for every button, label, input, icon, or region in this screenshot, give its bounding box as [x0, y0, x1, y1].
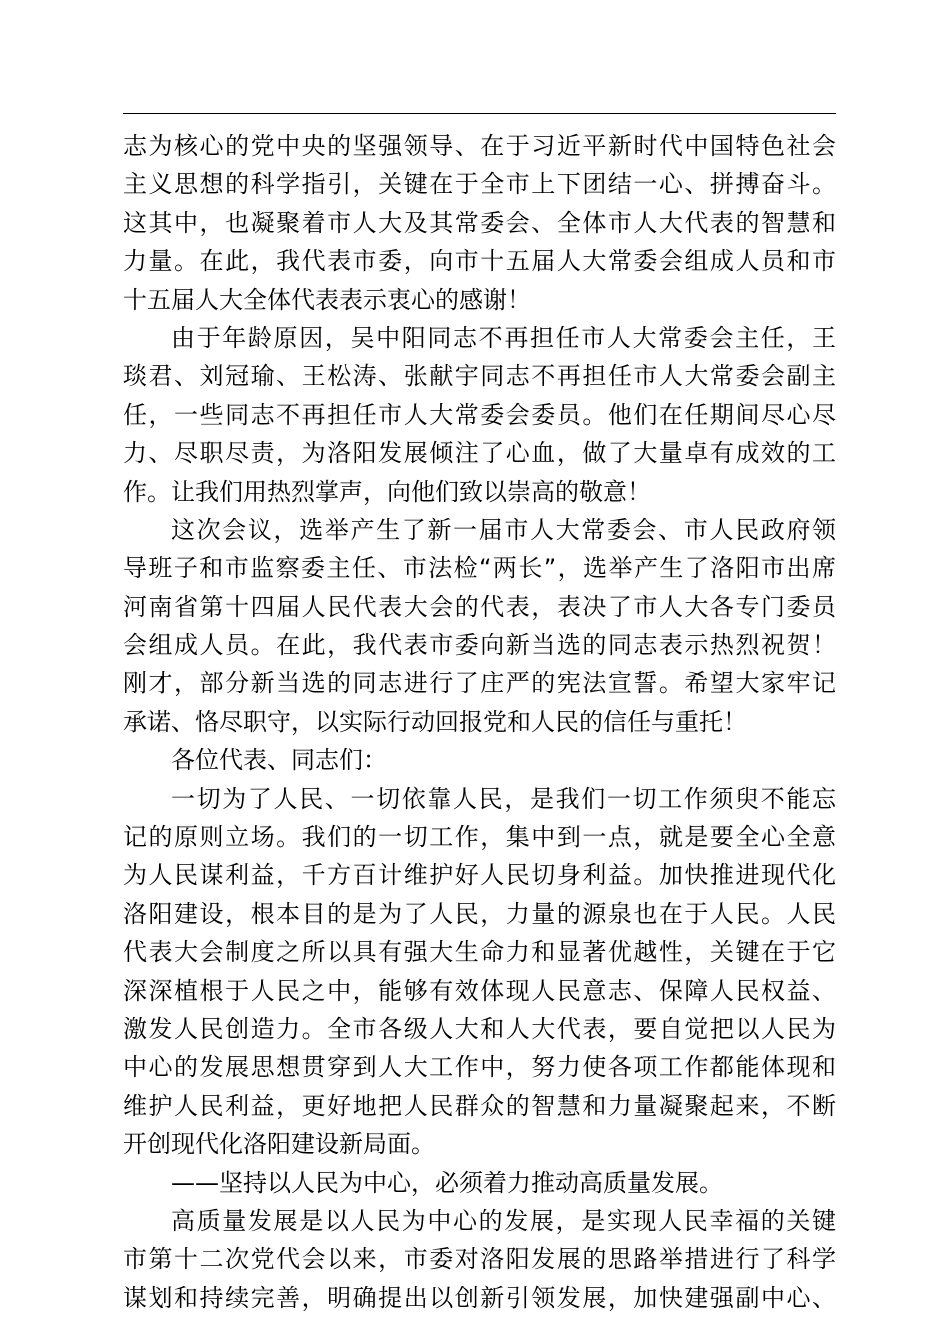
text-line: 主义思想的科学指引，关键在于全市上下团结一心、拼搏奋斗。 — [123, 170, 836, 199]
text-line: 这次会议，选举产生了新一届市人大常委会、市人民政府领 — [171, 515, 836, 544]
text-line: 河南省第十四届人民代表大会的代表，表决了市人大各专门委员 — [123, 592, 836, 621]
text-line: 代表大会制度之所以具有强大生命力和显著优越性，关键在于它 — [123, 938, 836, 967]
text-line: 一切为了人民、一切依靠人民，是我们一切工作须臾不能忘 — [171, 784, 836, 813]
text-line: 各位代表、同志们： — [171, 746, 387, 775]
text-line: 高质量发展是以人民为中心的发展，是实现人民幸福的关键 — [171, 1206, 836, 1235]
text-line: 十五届人大全体代表表示衷心的感谢！ — [123, 285, 531, 314]
text-line: 承诺、恪尽职守，以实际行动回报党和人民的信任与重托！ — [123, 707, 747, 736]
text-line: 激发人民创造力。全市各级人大和人大代表，要自觉把以人民为 — [123, 1014, 836, 1043]
header-rule — [123, 113, 836, 114]
text-line: 会组成人员。在此，我代表市委向新当选的同志表示热烈祝贺！ — [123, 631, 836, 660]
text-line: 作。让我们用热烈掌声，向他们致以崇高的敬意！ — [123, 477, 651, 506]
text-line: 维护人民利益，更好地把人民群众的智慧和力量凝聚起来，不断 — [123, 1091, 836, 1120]
text-line: 洛阳建设，根本目的是为了人民，力量的源泉也在于人民。人民 — [123, 899, 836, 928]
text-line: 志为核心的党中央的坚强领导、在于习近平新时代中国特色社会 — [123, 132, 836, 160]
text-line: 导班子和市监察委主任、市法检“两长”，选举产生了洛阳市出席 — [123, 554, 836, 583]
text-line: 开创现代化洛阳建设新局面。 — [123, 1130, 435, 1159]
text-line: ——坚持以人民为中心，必须着力推动高质量发展。 — [171, 1168, 723, 1197]
text-line: 这其中，也凝聚着市人大及其常委会、全体市人大代表的智慧和 — [123, 208, 836, 237]
text-line: 记的原则立场。我们的一切工作，集中到一点，就是要全心全意 — [123, 823, 836, 852]
text-line: 任，一些同志不再担任市人大常委会委员。他们在任期间尽心尽 — [123, 400, 836, 429]
text-line: 为人民谋利益，千方百计维护好人民切身利益。加快推进现代化 — [123, 861, 836, 890]
text-line: 谋划和持续完善，明确提出以创新引领发展，加快建强副中心、 — [123, 1283, 836, 1312]
text-line: 由于年龄原因，吴中阳同志不再担任市人大常委会主任，王 — [171, 323, 836, 352]
text-line: 琰君、刘冠瑜、王松涛、张献宇同志不再担任市人大常委会副主 — [123, 362, 836, 391]
text-line: 深深植根于人民之中，能够有效体现人民意志、保障人民权益、 — [123, 976, 836, 1005]
text-line: 刚才，部分新当选的同志进行了庄严的宪法宣誓。希望大家牢记 — [123, 669, 836, 698]
body-text — [123, 127, 836, 1317]
text-line: 力、尽职尽责，为洛阳发展倾注了心血，做了大量卓有成效的工 — [123, 439, 836, 468]
text-line: 中心的发展思想贯穿到人大工作中，努力使各项工作都能体现和 — [123, 1053, 836, 1082]
text-line: 力量。在此，我代表市委，向市十五届人大常委会组成人员和市 — [123, 247, 836, 276]
text-line: 市第十二次党代会以来，市委对洛阳发展的思路举措进行了科学 — [123, 1245, 836, 1274]
